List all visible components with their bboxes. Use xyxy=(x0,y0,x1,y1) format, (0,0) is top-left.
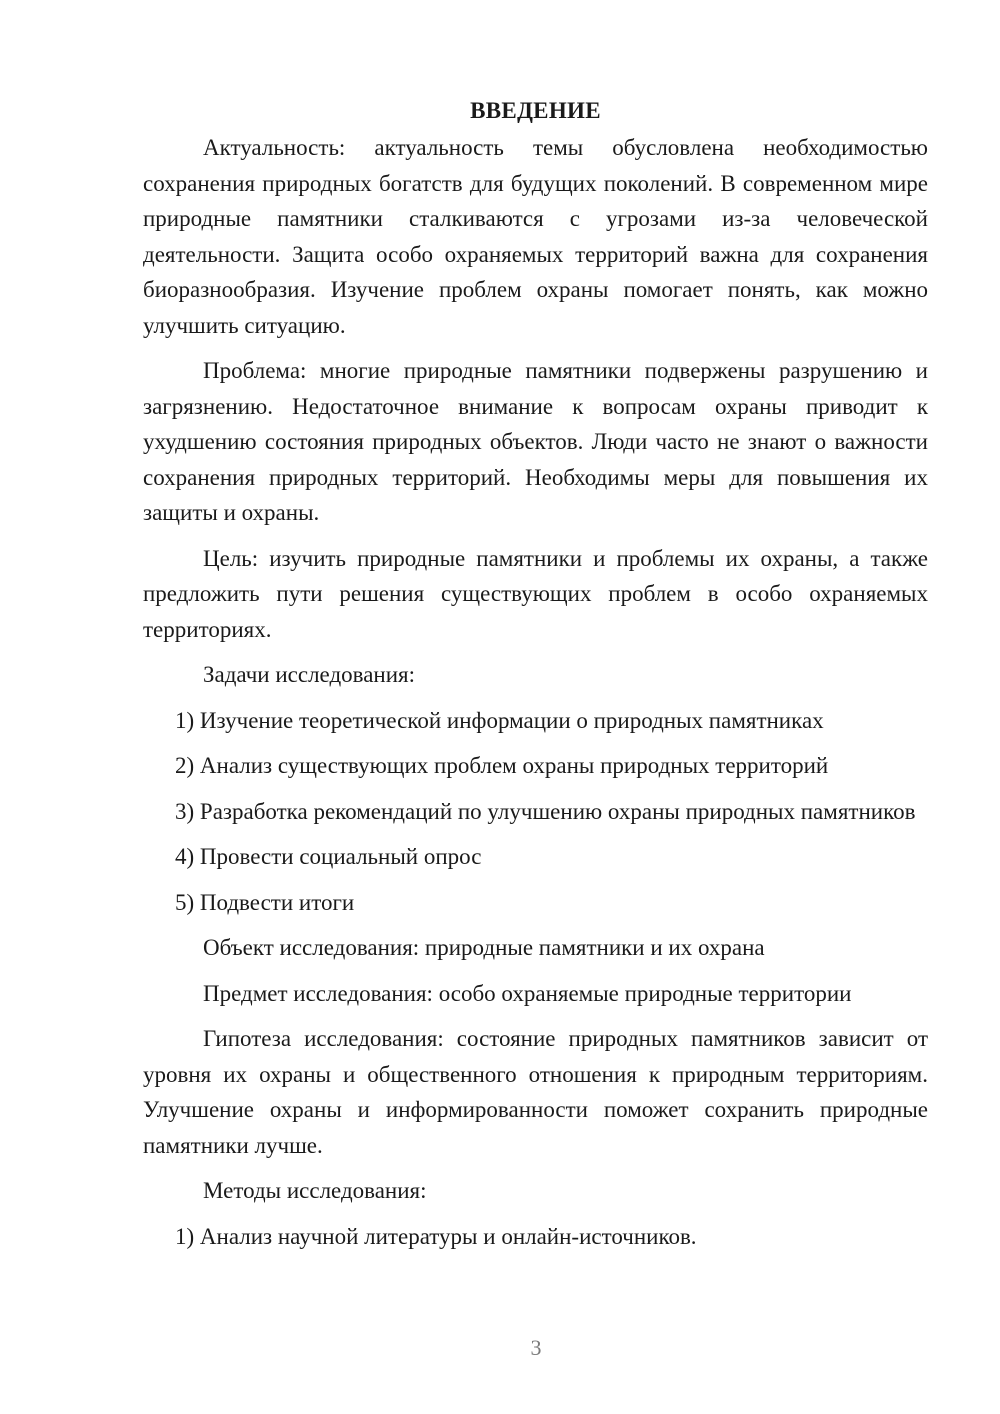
task-item-5: 5) Подвести итоги xyxy=(175,889,355,915)
goal-paragraph: Цель: изучить природные памятники и проблемы их охраны, а также предложить пути решения существующих проблем в особо охраняемых территориях. xyxy=(143,545,928,642)
hypothesis-paragraph: Гипотеза исследования: состояние природных памятников зависит от уровня их охраны и общественного отношения к природным территориям. Улучшение охраны и информированности поможет сохранить природные памятники лучше. xyxy=(143,1026,928,1158)
research-subject: Предмет исследования: особо охраняемые природные территории xyxy=(203,980,852,1006)
tasks-heading: Задачи исследования: xyxy=(203,662,416,687)
document-body xyxy=(143,93,928,1254)
relevance-paragraph: Актуальность: актуальность темы обусловлена необходимостью сохранения природных богатств для будущих поколений. В современном мире природные памятники сталкиваются с угрозами из-за человеческой деятельности. Защита особо охраняемых территорий важна для сохранения биоразнообразия. Изучение проблем охраны помогает понять, как можно улучшить ситуацию. xyxy=(143,135,928,338)
methods-heading: Методы исследования: xyxy=(203,1178,427,1203)
page-number: 3 xyxy=(530,1335,542,1360)
section-heading: ВВЕДЕНИЕ xyxy=(470,98,601,123)
task-item-4: 4) Провести социальный опрос xyxy=(175,844,482,869)
research-object: Объект исследования: природные памятники и их охрана xyxy=(203,935,765,960)
method-item-1: 1) Анализ научной литературы и онлайн-источников. xyxy=(175,1223,697,1249)
task-item-3: 3) Разработка рекомендаций по улучшению охраны природных памятников xyxy=(175,798,916,824)
task-item-2: 2) Анализ существующих проблем охраны природных территорий xyxy=(175,753,829,778)
problem-paragraph: Проблема: многие природные памятники подвержены разрушению и загрязнению. Недостаточное внимание к вопросам охраны приводит к ухудшению состояния природных объектов. Люди часто не знают о важности сохранения природных территорий. Необходимы меры для повышения их защиты и охраны. xyxy=(143,358,928,525)
task-item-1: 1) Изучение теоретической информации о природных памятниках xyxy=(175,707,824,733)
